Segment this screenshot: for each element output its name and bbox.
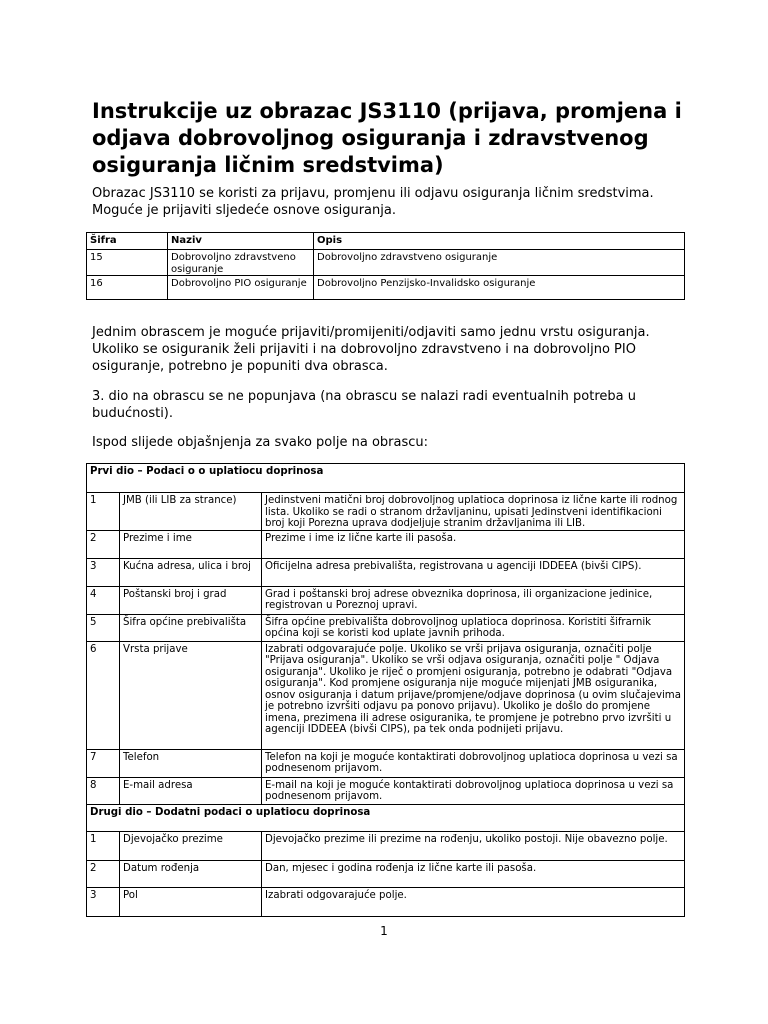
header-naziv: Naziv [168, 233, 314, 250]
table-row [87, 586, 685, 614]
field-name: Šifra općine prebivališta [120, 614, 262, 641]
code-cell: 15 [87, 250, 168, 276]
table-row [87, 860, 685, 887]
field-description: Grad i poštanski broj adrese obveznika doprinosa, ili organizacione jedinice, registrovan u Poreznoj upravi. [262, 586, 685, 614]
field-description: Djevojačko prezime ili prezime na rođenju, ukoliko postoji. Nije obavezno polje. [262, 831, 685, 860]
field-description: Dan, mjesec i godina rođenja iz lične karte ili pasoša. [262, 860, 685, 887]
field-number: 2 [87, 530, 120, 558]
header-sifra: Šifra [87, 233, 168, 250]
description-cell: Dobrovoljno zdravstveno osiguranje [314, 250, 685, 276]
field-name: Kućna adresa, ulica i broj [120, 558, 262, 586]
insurance-codes-table [86, 232, 685, 300]
field-description: Prezime i ime iz lične karte ili pasoša. [262, 530, 685, 558]
field-number: 2 [87, 860, 120, 887]
field-name: Prezime i ime [120, 530, 262, 558]
header-opis: Opis [314, 233, 685, 250]
field-number: 4 [87, 586, 120, 614]
field-number: 8 [87, 777, 120, 804]
field-name: E-mail adresa [120, 777, 262, 804]
field-description: E-mail na koji je moguće kontaktirati dobrovoljnog uplatioca doprinosa u vezi sa podnesenom prijavom. [262, 777, 685, 804]
field-description: Izabrati odgovarajuće polje. [262, 887, 685, 916]
name-cell: Dobrovoljno PIO osiguranje [168, 276, 314, 300]
field-number: 7 [87, 749, 120, 777]
intro-paragraph: Obrazac JS3110 se koristi za prijavu, promjenu ili odjavu osiguranja ličnim sredstvima. Moguće je prijaviti sljedeće osnove osiguranja. [92, 186, 654, 218]
paragraph-one-type: Jednim obrascem je moguće prijaviti/promijeniti/odjaviti samo jednu vrstu osiguranja. Ukoliko se osiguranik želi prijaviti i na dobrovoljno zdravstveno i na dobrovoljno PIO osiguranje, potrebno je popuniti dva obrasca. [92, 325, 650, 374]
table-row [87, 749, 685, 777]
code-cell: 16 [87, 276, 168, 300]
section-header-row [87, 804, 685, 831]
field-number: 3 [87, 887, 120, 916]
field-name: Telefon [120, 749, 262, 777]
name-cell: Dobrovoljno zdravstveno osiguranje [168, 250, 314, 276]
table-row [87, 887, 685, 916]
page-number: 1 [380, 924, 388, 938]
field-description: Jedinstveni matični broj dobrovoljnog uplatioca doprinosa iz lične karte ili rodnog lista. Ukoliko se radi o stranom državljaninu, upisati Jedinstveni identifikacioni broj koji Porezna uprava dodjeljuje stranim državljanima ili LIB. [262, 493, 685, 531]
paragraph-explanations: Ispod slijede objašnjenja za svako polje na obrascu: [92, 435, 429, 450]
table-row [87, 641, 685, 749]
field-name: JMB (ili LIB za strance) [120, 493, 262, 531]
table-row [87, 530, 685, 558]
field-number: 5 [87, 614, 120, 641]
table-row [87, 558, 685, 586]
field-number: 1 [87, 493, 120, 531]
table-row [87, 777, 685, 804]
codes-header-row [87, 233, 685, 250]
description-cell: Dobrovoljno Penzijsko-Invalidsko osiguranje [314, 276, 685, 300]
table-row [87, 831, 685, 860]
field-name: Poštanski broj i grad [120, 586, 262, 614]
field-description: Izabrati odgovarajuće polje. Ukoliko se vrši prijava osiguranja, označiti polje "Prijava osiguranja". Ukoliko se vrši odjava osiguranja, označiti polje " Odjava osiguranja". Ukoliko je riječ o promjeni osiguranja, potrebno je odabrati "Odjava osiguranja". Kod promjene osiguranja nije moguće mijenjati JMB osiguranika, osnov osiguranja i datum prijave/promjene/odjave doprinosa (u ovim slučajevima je potrebno izvršiti odjavu pa ponovo prijavu). Ukoliko je došlo do promjene imena, prezimena ili adrese osiguranika, te promjene je potrebno prvo izvršiti u agenciji IDDEEA (bivši CIPS), pa tek onda podnijeti prijavu. [262, 641, 685, 749]
table-row [87, 276, 685, 300]
field-description: Šifra općine prebivališta dobrovoljnog uplatioca doprinosa. Koristiti šifrarnik općina koji se koristi kod uplate javnih prihoda. [262, 614, 685, 641]
table-row [87, 493, 685, 531]
table-row [87, 250, 685, 276]
field-explanations-table [86, 463, 685, 917]
field-description: Telefon na koji je moguće kontaktirati dobrovoljnog uplatioca doprinosa u vezi sa podnesenom prijavom. [262, 749, 685, 777]
field-name: Pol [120, 887, 262, 916]
paragraph-part-three: 3. dio na obrascu se ne popunjava (na obrascu se nalazi radi eventualnih potreba u budućnosti). [92, 389, 637, 421]
section-two-title: Drugi dio – Dodatni podaci o uplatiocu doprinosa [87, 804, 685, 831]
field-number: 6 [87, 641, 120, 749]
section-one-title: Prvi dio – Podaci o o uplatiocu doprinosa [87, 464, 685, 493]
field-number: 1 [87, 831, 120, 860]
table-row [87, 614, 685, 641]
field-number: 3 [87, 558, 120, 586]
field-description: Oficijelna adresa prebivališta, registrovana u agenciji IDDEEA (bivši CIPS). [262, 558, 685, 586]
field-name: Vrsta prijave [120, 641, 262, 749]
section-header-row [87, 464, 685, 493]
field-name: Djevojačko prezime [120, 831, 262, 860]
document-title: Instrukcije uz obrazac JS3110 (prijava, promjena i odjava dobrovoljnog osiguranja i zdravstvenog osiguranja ličnim sredstvima) [92, 99, 682, 177]
field-name: Datum rođenja [120, 860, 262, 887]
